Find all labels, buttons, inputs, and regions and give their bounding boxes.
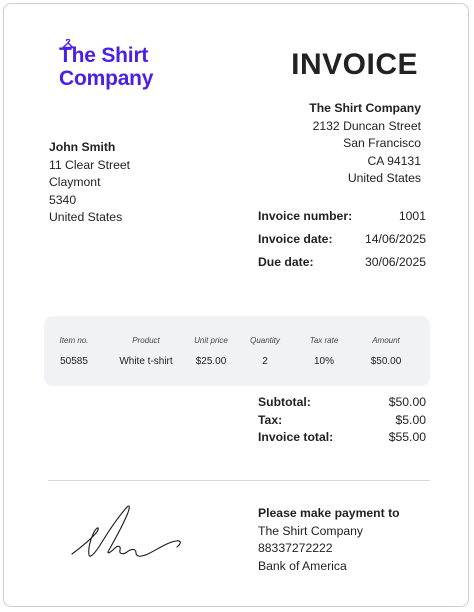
cell-quantity: 2 bbox=[262, 356, 268, 367]
subtotal-row bbox=[258, 395, 426, 413]
subtotal-label: Subtotal: bbox=[258, 395, 311, 409]
payment-heading: Please make payment to bbox=[258, 506, 400, 520]
tax-value: $5.00 bbox=[395, 412, 426, 427]
tax-label: Tax: bbox=[258, 412, 283, 427]
document-title: INVOICE bbox=[291, 48, 418, 81]
due-date-label: Due date: bbox=[258, 255, 314, 269]
invoice-page bbox=[3, 3, 469, 607]
header-quantity: Quantity bbox=[250, 336, 280, 345]
cell-amount: $50.00 bbox=[370, 356, 402, 367]
logo-line-1: The Shirt bbox=[59, 44, 149, 67]
seller-country: United States bbox=[347, 171, 421, 185]
seller-address bbox=[309, 100, 421, 188]
seller-city: San Francisco bbox=[343, 136, 421, 150]
due-date-value: 30/06/2025 bbox=[365, 255, 426, 269]
seller-name: The Shirt Company bbox=[309, 101, 421, 115]
logo-line-2: Company bbox=[59, 67, 154, 90]
buyer-zip: 5340 bbox=[49, 192, 77, 207]
buyer-city: Claymont bbox=[49, 175, 101, 189]
cell-unit-price: $25.00 bbox=[195, 356, 227, 367]
buyer-street: 11 Clear Street bbox=[49, 157, 131, 172]
buyer-address bbox=[49, 139, 130, 227]
seller-street: 2132 Duncan Street bbox=[312, 118, 421, 133]
invoice-date-label: Invoice date: bbox=[258, 232, 333, 246]
invoice-date-value: 14/06/2025 bbox=[365, 232, 426, 246]
header-item-no: Item no. bbox=[59, 336, 89, 345]
total-row bbox=[258, 430, 426, 448]
table-row bbox=[44, 356, 430, 367]
invoice-number-row bbox=[258, 209, 426, 232]
cell-item-no: 50585 bbox=[60, 356, 88, 367]
invoice-totals bbox=[258, 395, 426, 448]
line-items-table bbox=[44, 316, 430, 386]
buyer-name: John Smith bbox=[49, 140, 116, 154]
signature bbox=[70, 502, 190, 568]
payment-payee: The Shirt Company bbox=[258, 523, 363, 538]
invoice-date-row bbox=[258, 232, 426, 255]
payment-bank: Bank of America bbox=[258, 558, 347, 573]
invoice-number-value: 1001 bbox=[398, 209, 426, 223]
payment-details bbox=[258, 505, 400, 575]
seller-state-zip: CA 94131 bbox=[367, 153, 421, 168]
buyer-country: United States bbox=[49, 210, 123, 224]
total-value: $55.00 bbox=[388, 430, 426, 444]
header-unit-price: Unit price bbox=[194, 336, 228, 345]
cell-product: White t-shirt bbox=[119, 356, 173, 367]
due-date-row bbox=[258, 255, 426, 278]
invoice-number-label: Invoice number: bbox=[258, 209, 353, 223]
header-amount: Amount bbox=[372, 336, 400, 345]
tax-row bbox=[258, 413, 426, 431]
invoice-meta bbox=[258, 209, 426, 278]
header-tax-rate: Tax rate bbox=[309, 336, 339, 345]
cell-tax-rate: 10% bbox=[313, 356, 334, 367]
table-header-row bbox=[44, 336, 430, 345]
subtotal-value: $50.00 bbox=[388, 395, 426, 409]
hanger-icon bbox=[62, 39, 74, 49]
company-logo bbox=[59, 44, 153, 90]
header-product: Product bbox=[132, 336, 160, 345]
section-divider bbox=[48, 480, 430, 481]
total-label: Invoice total: bbox=[258, 430, 334, 444]
payment-account: 88337272222 bbox=[258, 541, 333, 555]
